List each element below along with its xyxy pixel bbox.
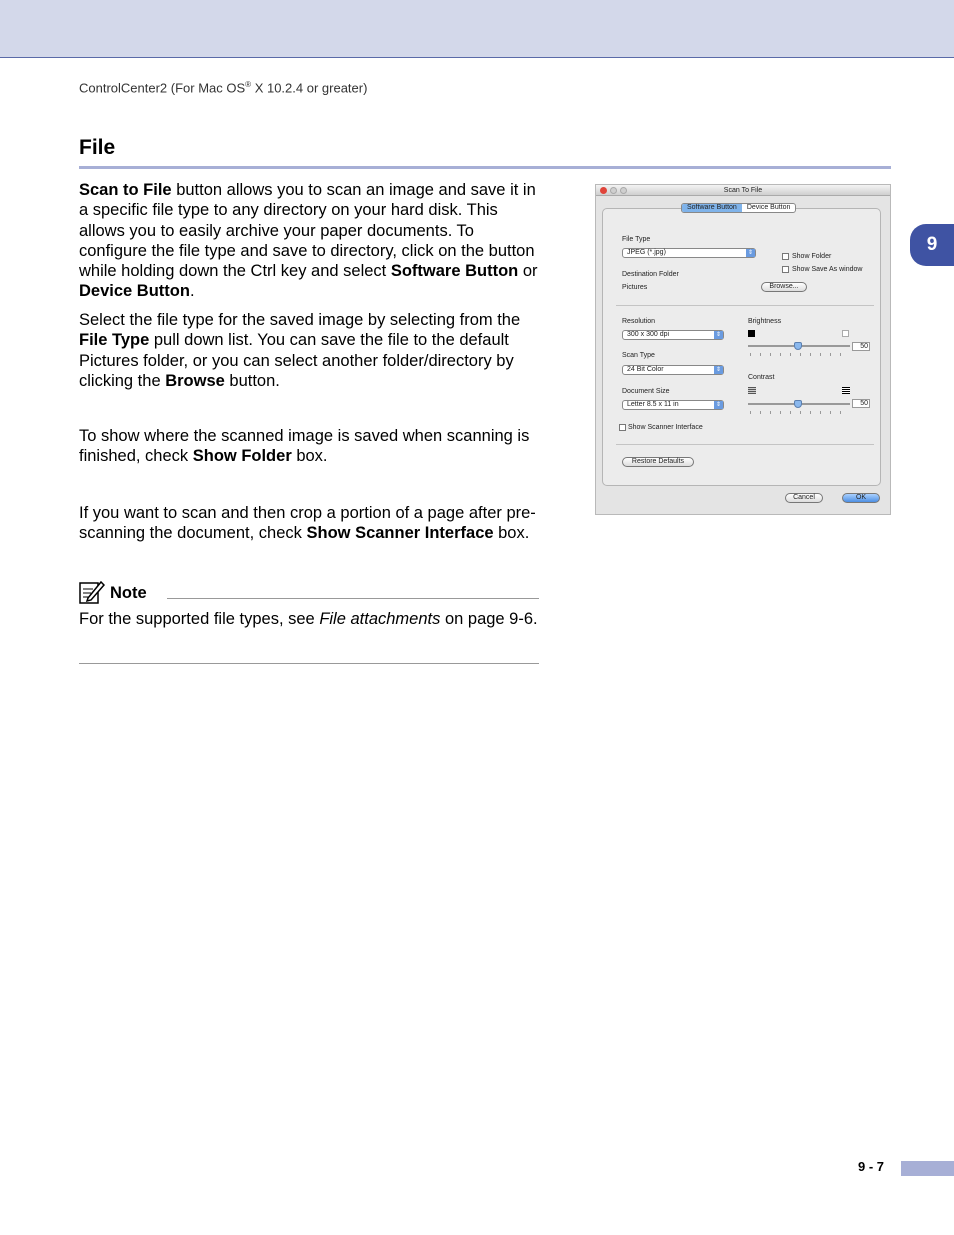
zoom-window-icon[interactable] bbox=[620, 187, 627, 194]
chevron-updown-icon: ⇕ bbox=[715, 332, 722, 338]
file-type-select[interactable]: JPEG (*.jpg) ⇕ bbox=[622, 248, 756, 258]
destination-folder-value: Pictures bbox=[622, 284, 648, 291]
page-number: 9 - 7 bbox=[858, 1159, 885, 1174]
divider bbox=[616, 444, 874, 445]
tab-device-button[interactable]: Device Button bbox=[746, 204, 791, 211]
chevron-updown-icon: ⇕ bbox=[747, 250, 754, 256]
page-number-bar bbox=[901, 1161, 954, 1176]
cancel-button[interactable]: Cancel bbox=[785, 493, 823, 503]
dialog-title-bar: Scan To File bbox=[596, 185, 890, 196]
chapter-tab[interactable]: 9 bbox=[910, 224, 954, 266]
file-type-label: File Type bbox=[622, 236, 651, 243]
document-size-label: Document Size bbox=[622, 388, 670, 395]
high-contrast-icon bbox=[842, 387, 850, 394]
note-divider-bottom bbox=[79, 663, 539, 664]
brightness-label: Brightness bbox=[748, 318, 782, 325]
browse-button[interactable]: Browse... bbox=[761, 282, 807, 292]
note-label: Note bbox=[110, 584, 147, 602]
scan-type-select[interactable]: 24 Bit Color ⇕ bbox=[622, 365, 724, 375]
close-window-icon[interactable] bbox=[600, 187, 607, 194]
brightness-slider-handle[interactable] bbox=[794, 342, 802, 350]
destination-folder-label: Destination Folder bbox=[622, 271, 679, 278]
top-header-band bbox=[0, 0, 954, 58]
low-contrast-icon bbox=[748, 387, 756, 394]
contrast-slider-handle[interactable] bbox=[794, 400, 802, 408]
show-folder-checkbox[interactable] bbox=[782, 253, 789, 260]
ok-button[interactable]: OK bbox=[842, 493, 880, 503]
document-size-select[interactable]: Letter 8.5 x 11 in ⇕ bbox=[622, 400, 724, 410]
brightness-value[interactable]: 50 bbox=[852, 342, 870, 351]
scan-type-label: Scan Type bbox=[622, 352, 655, 359]
paragraph-show-folder: To show where the scanned image is saved when scanning is finished, check Show Folder box. bbox=[79, 427, 530, 466]
running-header: ControlCenter2 (For Mac OS® X 10.2.4 or greater) bbox=[79, 80, 368, 96]
note-text: For the supported file types, see File attachments on page 9-6. bbox=[79, 610, 538, 628]
show-save-as-checkbox[interactable] bbox=[782, 266, 789, 273]
resolution-select[interactable]: 300 x 300 dpi ⇕ bbox=[622, 330, 724, 340]
paragraph-file-type: Select the file type for the saved image by selecting from the File Type pull down list. You can save the file to the default Pictures folder, or you can select another folder/directory by clicking the Browse button. bbox=[79, 311, 521, 390]
note-pencil-icon bbox=[79, 579, 105, 604]
chevron-updown-icon: ⇕ bbox=[715, 367, 722, 373]
show-save-as-label: Show Save As window bbox=[792, 266, 863, 273]
paragraph-scanner-interface: If you want to scan and then crop a portion of a page after pre-scanning the document, check Show Scanner Interface box. bbox=[79, 504, 536, 543]
chevron-updown-icon: ⇕ bbox=[715, 402, 722, 408]
restore-defaults-button[interactable]: Restore Defaults bbox=[622, 457, 694, 467]
show-scanner-interface-checkbox[interactable] bbox=[619, 424, 626, 431]
light-square-icon bbox=[842, 330, 849, 337]
minimize-window-icon[interactable] bbox=[610, 187, 617, 194]
divider bbox=[616, 305, 874, 306]
show-folder-label: Show Folder bbox=[792, 253, 832, 260]
contrast-label: Contrast bbox=[748, 374, 775, 381]
title-rule bbox=[79, 166, 891, 169]
button-mode-tabs bbox=[681, 203, 796, 213]
contrast-ticks bbox=[750, 411, 850, 414]
contrast-value[interactable]: 50 bbox=[852, 399, 870, 408]
resolution-label: Resolution bbox=[622, 318, 656, 325]
dark-square-icon bbox=[748, 330, 755, 337]
section-title: File bbox=[79, 136, 116, 159]
note-divider-top bbox=[167, 598, 539, 599]
brightness-ticks bbox=[750, 353, 850, 356]
show-scanner-interface-label: Show Scanner Interface bbox=[628, 424, 703, 431]
paragraph-scan-to-file: Scan to File button allows you to scan an image and save it in a specific file type to any directory on your hard disk. This allows you to easily archive your paper documents. To configure the file type and save to directory, click on the button while holding down the Ctrl key and select Software Button or Device Button. bbox=[79, 181, 538, 301]
scan-to-file-dialog bbox=[595, 184, 891, 515]
tab-software-button[interactable]: Software Button bbox=[682, 204, 742, 212]
